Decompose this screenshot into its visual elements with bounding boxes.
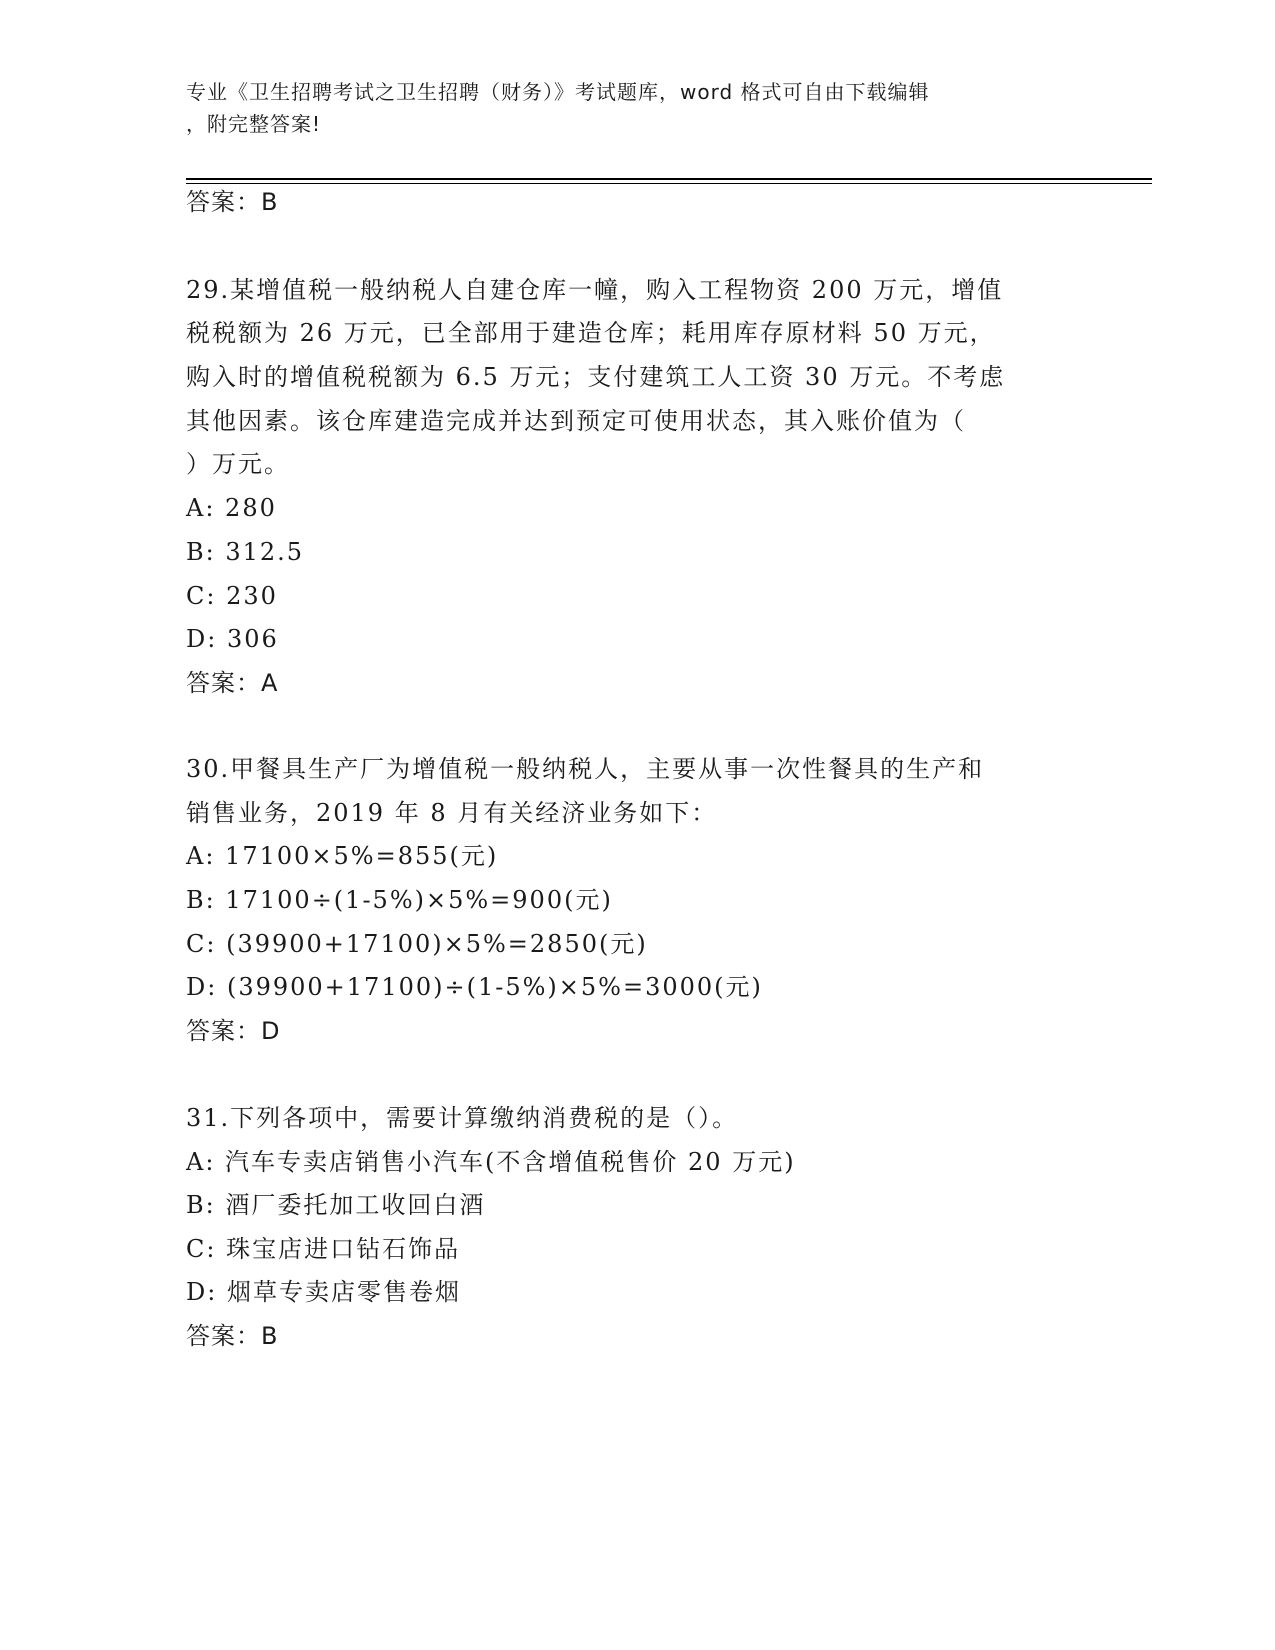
question-30-text-line: 30.甲餐具生产厂为增值税一般纳税人，主要从事一次性餐具的生产和 — [186, 755, 985, 783]
header-divider-thin — [186, 183, 1152, 184]
header-line-1: 专业《卫生招聘考试之卫生招聘（财务）》考试题库，word 格式可自由下载编辑 — [186, 80, 930, 104]
header-divider-thick — [186, 178, 1152, 180]
question-29-option-b: B: 312.5 — [186, 538, 305, 566]
question-31-option-b: B: 酒厂委托加工收回白酒 — [186, 1191, 486, 1219]
question-30-option-d: D: (39900+17100)÷(1-5%)×5%=3000(元) — [186, 973, 763, 1001]
question-29-text-line: 税税额为 26 万元，已全部用于建造仓库；耗用库存原材料 50 万元， — [186, 319, 996, 347]
question-29-option-c: C: 230 — [186, 582, 278, 610]
question-31-answer: 答案：B — [186, 1322, 279, 1350]
question-29-answer: 答案：A — [186, 669, 279, 697]
question-29-text-line: 购入时的增值税税额为 6.5 万元；支付建筑工人工资 30 万元。不考虑 — [186, 363, 1006, 391]
document-header — [186, 76, 1066, 140]
question-29-text-line: 其他因素。该仓库建造完成并达到预定可使用状态，其入账价值为（ — [186, 407, 966, 435]
question-29-option-d: D: 306 — [186, 625, 279, 653]
question-29-text-line: ）万元。 — [186, 450, 290, 478]
question-31-option-a: A: 汽车专卖店销售小汽车(不含增值税售价 20 万元) — [186, 1148, 796, 1176]
question-31-text-line: 31.下列各项中，需要计算缴纳消费税的是（）。 — [186, 1104, 739, 1132]
previous-answer: 答案：B — [186, 188, 279, 216]
question-31-option-c: C: 珠宝店进口钻石饰品 — [186, 1235, 461, 1263]
question-30-answer: 答案：D — [186, 1017, 281, 1045]
question-29-text-line: 29.某增值税一般纳税人自建仓库一幢，购入工程物资 200 万元，增值 — [186, 276, 1004, 304]
question-30-option-c: C: (39900+17100)×5%=2850(元) — [186, 930, 648, 958]
question-30-option-a: A: 17100×5%=855(元) — [186, 842, 499, 870]
question-29-option-a: A: 280 — [186, 494, 277, 522]
question-31-option-d: D: 烟草专卖店零售卷烟 — [186, 1278, 461, 1306]
question-30-text-line: 销售业务，2019 年 8 月有关经济业务如下： — [186, 799, 718, 827]
header-line-2: ，附完整答案! — [186, 112, 322, 136]
question-30-option-b: B: 17100÷(1-5%)×5%=900(元) — [186, 886, 613, 914]
